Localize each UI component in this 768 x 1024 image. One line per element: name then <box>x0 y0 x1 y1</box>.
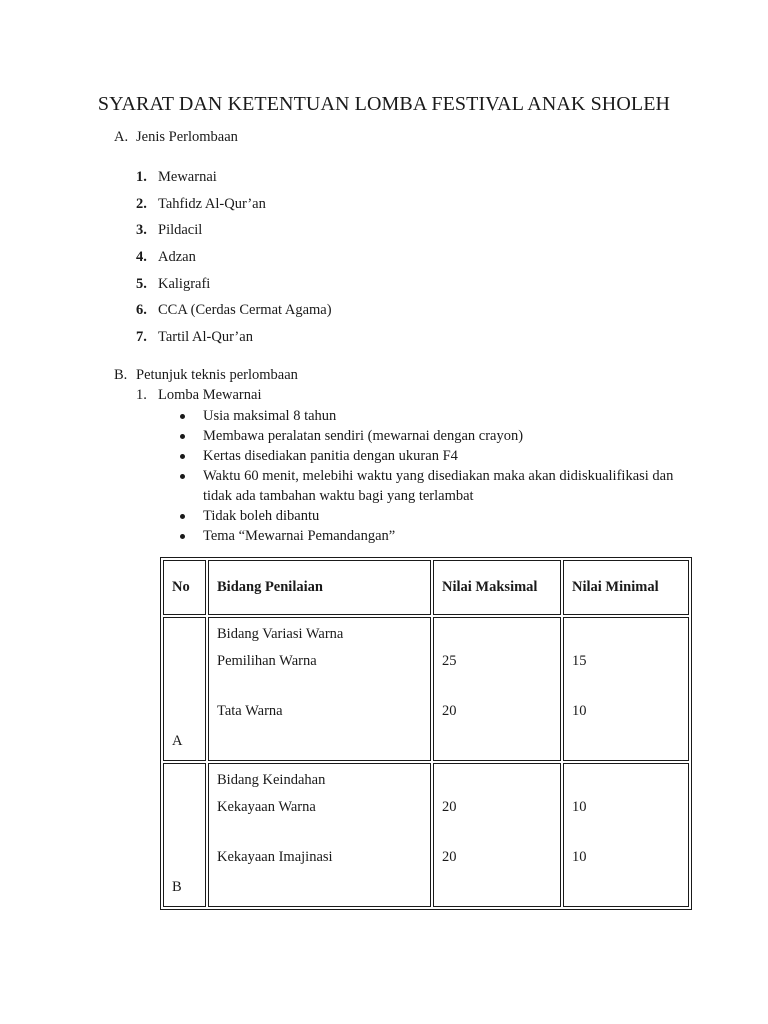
list-number: 2. <box>136 195 147 212</box>
max-value: 20 <box>442 703 457 719</box>
list-number: 6. <box>136 302 147 319</box>
rule-item: Kertas disediakan panitia dengan ukuran F4 <box>180 446 680 466</box>
list-item <box>136 194 332 221</box>
group-label: A <box>172 733 183 749</box>
list-item <box>136 274 332 301</box>
max-value: 25 <box>442 653 457 669</box>
rule-item: Membawa peralatan sendiri (mewarnai dengan crayon) <box>180 426 680 446</box>
min-value: 10 <box>572 849 587 865</box>
rule-item: Tidak boleh dibantu <box>180 506 680 526</box>
list-number: 4. <box>136 249 147 266</box>
min-value: 15 <box>572 653 587 669</box>
section-a-heading <box>114 129 238 146</box>
section-b-title: Petunjuk teknis perlombaan <box>136 367 298 383</box>
table-cell-field <box>208 617 431 761</box>
list-number: 5. <box>136 275 147 292</box>
subsection-title: Lomba Mewarnai <box>158 387 262 403</box>
table-header: No <box>163 560 206 615</box>
list-label: CCA (Cerdas Cermat Agama) <box>158 302 332 319</box>
rule-item: Tema “Mewarnai Pemandangan” <box>180 526 680 546</box>
list-label: Tahfidz Al-Qur’an <box>158 195 266 212</box>
group-label: B <box>172 879 182 895</box>
table-header-row <box>163 560 689 615</box>
table-header: Nilai Maksimal <box>433 560 561 615</box>
subsection-heading <box>136 387 261 404</box>
field-title: Bidang Keindahan <box>217 772 326 788</box>
table-cell-field <box>208 763 431 907</box>
criterion-name: Kekayaan Warna <box>217 799 316 815</box>
list-number: 1. <box>136 169 147 185</box>
list-number: 7. <box>136 329 147 346</box>
criterion-name: Pemilihan Warna <box>217 653 317 669</box>
table-header: Nilai Minimal <box>563 560 689 615</box>
table-cell-max <box>433 617 561 761</box>
rules-list <box>180 406 680 546</box>
page-title: SYARAT DAN KETENTUAN LOMBA FESTIVAL ANAK SHOLEH <box>97 93 671 115</box>
min-value: 10 <box>572 799 587 815</box>
section-b-heading <box>114 367 298 384</box>
list-item <box>136 167 332 194</box>
list-number: 3. <box>136 222 147 239</box>
list-item <box>136 327 332 354</box>
section-a-title: Jenis Perlombaan <box>136 129 238 145</box>
field-title: Bidang Variasi Warna <box>217 626 344 642</box>
table-cell-no <box>163 763 206 907</box>
list-item <box>136 220 332 247</box>
table-row <box>163 617 689 761</box>
table-cell-max <box>433 763 561 907</box>
table-cell-no <box>163 617 206 761</box>
competition-type-list <box>136 167 332 354</box>
list-item <box>136 247 332 274</box>
list-item <box>136 300 332 327</box>
table-cell-min <box>563 763 689 907</box>
table-cell-min <box>563 617 689 761</box>
criterion-name: Kekayaan Imajinasi <box>217 849 333 865</box>
rule-item: Usia maksimal 8 tahun <box>180 406 680 426</box>
list-label: Adzan <box>158 249 196 266</box>
table-header: Bidang Penilaian <box>208 560 431 615</box>
table-row <box>163 763 689 907</box>
list-label: Pildacil <box>158 222 203 239</box>
min-value: 10 <box>572 703 587 719</box>
subsection-number: 1. <box>136 387 147 403</box>
max-value: 20 <box>442 849 457 865</box>
criterion-name: Tata Warna <box>217 703 283 719</box>
scoring-table <box>160 557 692 910</box>
max-value: 20 <box>442 799 457 815</box>
rule-item: Waktu 60 menit, melebihi waktu yang disediakan maka akan didiskualifikasi dan tidak ada tambahan waktu bagi yang terlambat <box>180 466 680 506</box>
list-label: Mewarnai <box>158 169 217 185</box>
section-a-letter: A. <box>114 129 129 145</box>
list-label: Kaligrafi <box>158 275 211 292</box>
list-label: Tartil Al-Qur’an <box>158 329 253 346</box>
section-b-letter: B. <box>114 367 128 383</box>
